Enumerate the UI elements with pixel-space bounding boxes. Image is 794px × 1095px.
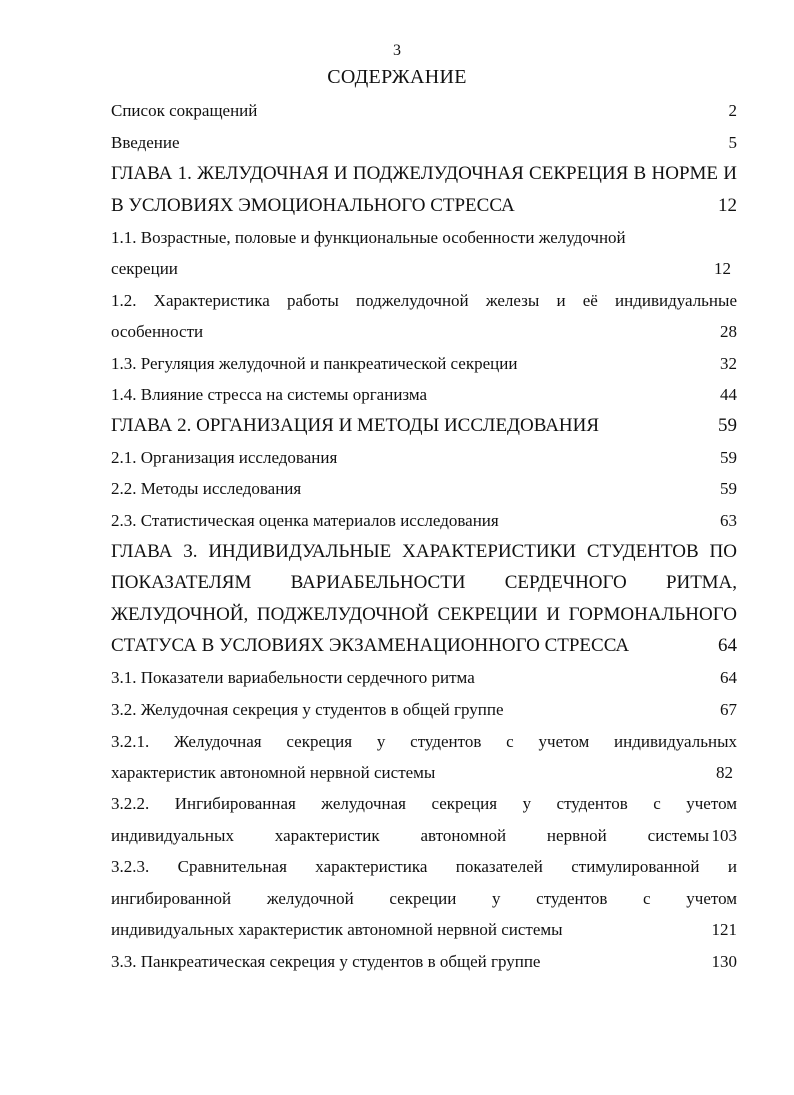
toc-entry-chapter-3-cont-3: [111, 631, 737, 661]
toc-entry-text: 3.2. Желудочная секреция у студентов в общей группе: [111, 700, 504, 719]
toc-entry-chapter-3-cont-1: [111, 568, 737, 598]
toc-entry-text: 1.2. Характеристика работы поджелудочной железы и её индивидуальные: [111, 291, 737, 310]
toc-entry-text: 3.2.1. Желудочная секреция у студентов с учетом индивидуальных: [111, 732, 737, 751]
toc-entry-3-2-1: [111, 727, 737, 757]
toc-entry-1-2: [111, 286, 737, 316]
toc-entry-text: 2.2. Методы исследования: [111, 479, 302, 498]
toc-entry-text: 2.3. Статистическая оценка материалов исследования: [111, 511, 499, 530]
toc-entry-text: СТАТУСА В УСЛОВИЯХ ЭКЗАМЕНАЦИОННОГО СТРЕССА: [111, 635, 630, 656]
toc-entry-2-1: [111, 443, 737, 473]
toc-entry-chapter-3: [111, 537, 737, 567]
toc-entry-text: индивидуальных характеристик автономной нервной системы: [111, 826, 709, 845]
toc-entry-3-2-1-cont: [111, 758, 737, 788]
toc-entry-chapter-1-cont: [111, 191, 737, 221]
page-number: 3: [393, 42, 401, 59]
toc-entry-page: 64: [720, 668, 737, 687]
toc-entry-page: 59: [720, 448, 737, 467]
toc-entry-chapter-2: [111, 411, 737, 441]
toc-entry-1-2-cont: [111, 317, 737, 347]
toc-entry-page: 121: [711, 920, 737, 939]
toc-entry-1-3: [111, 349, 737, 379]
toc-entry-text: характеристик автономной нервной системы: [111, 763, 436, 782]
toc-entry-page: 44: [720, 385, 737, 404]
toc-entry-text: 2.1. Организация исследования: [111, 448, 338, 467]
toc-entry-3-2-2: [111, 789, 737, 819]
toc-entry-3-2-3-cont-2: [111, 915, 737, 945]
toc-entry-text: особенности: [111, 322, 204, 341]
toc-entry-page: 64: [718, 635, 737, 656]
toc-entry-text: 1.1. Возрастные, половые и функциональные особенности желудочной: [111, 228, 626, 247]
toc-entry-page: 2: [728, 101, 737, 120]
toc-entry-text: ПОКАЗАТЕЛЯМ ВАРИАБЕЛЬНОСТИ СЕРДЕЧНОГО РИТМА,: [111, 572, 737, 593]
toc-entry-page: 59: [720, 479, 737, 498]
toc-entry-1-4: [111, 380, 737, 410]
toc-entry-text: 3.3. Панкреатическая секреция у студентов в общей группе: [111, 952, 541, 971]
toc-entry-text: Введение: [111, 133, 180, 152]
toc-entry-page: 130: [711, 952, 737, 971]
toc-entry-text: ГЛАВА 2. ОРГАНИЗАЦИЯ И МЕТОДЫ ИССЛЕДОВАНИЯ: [111, 415, 600, 436]
page-title: СОДЕРЖАНИЕ: [327, 66, 467, 88]
toc-entry-page: 67: [720, 700, 737, 719]
toc-entry-text: 3.2.3. Сравнительная характеристика показателей стимулированной и: [111, 857, 737, 876]
toc-entry-page: 63: [720, 511, 737, 530]
toc-entry-text: индивидуальных характеристик автономной нервной системы: [111, 920, 563, 939]
toc-entry-text: ГЛАВА 1. ЖЕЛУДОЧНАЯ И ПОДЖЕЛУДОЧНАЯ СЕКРЕЦИЯ В НОРМЕ И: [111, 163, 737, 184]
toc-entry-1-1: [111, 223, 737, 253]
toc-entry-abbreviations: [111, 96, 737, 126]
toc-entry-text: секреции: [111, 259, 178, 278]
toc-entry-text: Список сокращений: [111, 101, 258, 120]
toc-entry-3-3: [111, 947, 737, 977]
toc-entry-introduction: [111, 128, 737, 158]
toc-entry-page: 82: [716, 763, 733, 782]
toc-entry-3-2-3-cont-1: [111, 884, 737, 914]
toc-entry-1-1-cont: [111, 254, 737, 284]
toc-entry-page: 103: [711, 826, 737, 845]
toc-entry-3-2: [111, 695, 737, 725]
toc-entry-page: 5: [728, 133, 737, 152]
toc-entry-text: ингибированной желудочной секреции у студентов с учетом: [111, 889, 737, 908]
toc-entry-3-1: [111, 663, 737, 693]
toc-entry-3-2-3: [111, 852, 737, 882]
toc-entry-text: 3.1. Показатели вариабельности сердечного ритма: [111, 668, 475, 687]
toc-entry-text: 3.2.2. Ингибированная желудочная секреция у студентов с учетом: [111, 794, 737, 813]
toc-entry-page: 12: [714, 259, 731, 278]
toc-entry-page: 12: [718, 195, 737, 216]
toc-entry-chapter-1: [111, 159, 737, 189]
toc-entry-text: В УСЛОВИЯХ ЭМОЦИОНАЛЬНОГО СТРЕССА: [111, 195, 515, 216]
toc-entry-2-2: [111, 474, 737, 504]
toc-entry-3-2-2-cont: [111, 821, 737, 851]
toc-entry-2-3: [111, 506, 737, 536]
toc-entry-text: ЖЕЛУДОЧНОЙ, ПОДЖЕЛУДОЧНОЙ СЕКРЕЦИИ И ГОРМОНАЛЬНОГО: [111, 604, 737, 625]
toc-entry-text: ГЛАВА 3. ИНДИВИДУАЛЬНЫЕ ХАРАКТЕРИСТИКИ СТУДЕНТОВ ПО: [111, 541, 737, 562]
toc-entry-chapter-3-cont-2: [111, 600, 737, 630]
toc-entry-page: 32: [720, 354, 737, 373]
toc-entry-page: 59: [718, 415, 737, 436]
toc-entry-text: 1.4. Влияние стресса на системы организма: [111, 385, 428, 404]
toc-entry-text: 1.3. Регуляция желудочной и панкреатической секреции: [111, 354, 518, 373]
toc-entry-page: 28: [720, 322, 737, 341]
